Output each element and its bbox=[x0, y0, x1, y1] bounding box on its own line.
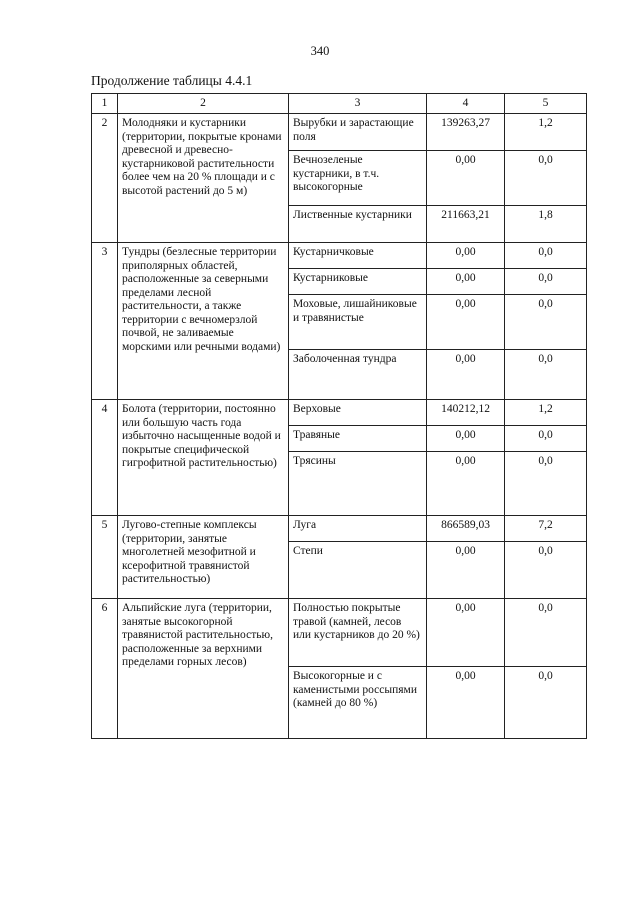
area-cell: 140212,12 bbox=[427, 400, 505, 426]
group-number: 6 bbox=[92, 599, 118, 739]
share-cell: 0,0 bbox=[505, 667, 587, 739]
share-cell: 0,0 bbox=[505, 426, 587, 452]
area-cell: 0,00 bbox=[427, 452, 505, 516]
type-cell: Моховые, лишайниковые и травянистые bbox=[289, 295, 427, 350]
area-cell: 866589,03 bbox=[427, 516, 505, 542]
type-cell: Травяные bbox=[289, 426, 427, 452]
page-number: 340 bbox=[310, 44, 330, 58]
area-cell: 211663,21 bbox=[427, 206, 505, 243]
share-cell: 0,0 bbox=[505, 350, 587, 400]
share-cell: 0,0 bbox=[505, 542, 587, 599]
area-cell: 0,00 bbox=[427, 426, 505, 452]
group-name: Тундры (безлесные территории приполярных областей, расположенные за северными пределами лесной растительности, а также территории с вечномерзлой почвой, не заливаемые морскими или речными водами) bbox=[118, 243, 289, 400]
share-cell: 1,2 bbox=[505, 400, 587, 426]
type-cell: Высокогорные и с каменистыми россыпями (камней до 80 %) bbox=[289, 667, 427, 739]
area-cell: 0,00 bbox=[427, 151, 505, 206]
area-cell: 0,00 bbox=[427, 542, 505, 599]
share-cell: 7,2 bbox=[505, 516, 587, 542]
type-cell: Вырубки и зарастающие поля bbox=[289, 114, 427, 151]
type-cell: Лиственные кустарники bbox=[289, 206, 427, 243]
share-cell: 1,2 bbox=[505, 114, 587, 151]
area-cell: 139263,27 bbox=[427, 114, 505, 151]
table-caption: Продолжение таблицы 4.4.1 bbox=[91, 73, 253, 88]
group-number: 5 bbox=[92, 516, 118, 599]
group-name: Альпийские луга (территории, занятые высокогорной травянистой растительностью, расположенные за верхними пределами горных лесов) bbox=[118, 599, 289, 739]
share-cell: 0,0 bbox=[505, 452, 587, 516]
table-row bbox=[92, 599, 587, 667]
type-cell: Луга bbox=[289, 516, 427, 542]
type-cell: Верховые bbox=[289, 400, 427, 426]
area-cell: 0,00 bbox=[427, 295, 505, 350]
header-cell: 1 bbox=[92, 94, 118, 114]
area-cell: 0,00 bbox=[427, 599, 505, 667]
share-cell: 1,8 bbox=[505, 206, 587, 243]
table-header-row bbox=[92, 94, 587, 114]
type-cell: Степи bbox=[289, 542, 427, 599]
area-cell: 0,00 bbox=[427, 350, 505, 400]
header-cell: 2 bbox=[118, 94, 289, 114]
header-cell: 5 bbox=[505, 94, 587, 114]
table-row bbox=[92, 400, 587, 426]
area-cell: 0,00 bbox=[427, 269, 505, 295]
share-cell: 0,0 bbox=[505, 243, 587, 269]
group-number: 3 bbox=[92, 243, 118, 400]
share-cell: 0,0 bbox=[505, 151, 587, 206]
type-cell: Кустарничковые bbox=[289, 243, 427, 269]
type-cell: Заболоченная тундра bbox=[289, 350, 427, 400]
group-name: Болота (территории, постоянно или большую часть года избыточно насыщенные водой и покрытые специфической гигрофитной растительностью) bbox=[118, 400, 289, 516]
header-cell: 3 bbox=[289, 94, 427, 114]
landscape-table bbox=[91, 93, 587, 739]
group-number: 4 bbox=[92, 400, 118, 516]
table-row bbox=[92, 516, 587, 542]
table-row bbox=[92, 114, 587, 151]
share-cell: 0,0 bbox=[505, 269, 587, 295]
share-cell: 0,0 bbox=[505, 295, 587, 350]
header-cell: 4 bbox=[427, 94, 505, 114]
type-cell: Трясины bbox=[289, 452, 427, 516]
group-number: 2 bbox=[92, 114, 118, 243]
area-cell: 0,00 bbox=[427, 667, 505, 739]
type-cell: Кустарниковые bbox=[289, 269, 427, 295]
share-cell: 0,0 bbox=[505, 599, 587, 667]
area-cell: 0,00 bbox=[427, 243, 505, 269]
group-name: Лугово-степные комплексы (территории, занятые многолетней мезофитной и ксерофитной травянистой растительностью) bbox=[118, 516, 289, 599]
table-row bbox=[92, 243, 587, 269]
type-cell: Полностью покрытые травой (камней, лесов или кустарников до 20 %) bbox=[289, 599, 427, 667]
group-name: Молодняки и кустарники (территории, покрытые кронами древесной и древесно-кустарниковой растительности более чем на 20 % площади и с высотой растений до 5 м) bbox=[118, 114, 289, 243]
type-cell: Вечнозеленые кустарники, в т.ч. высокогорные bbox=[289, 151, 427, 206]
